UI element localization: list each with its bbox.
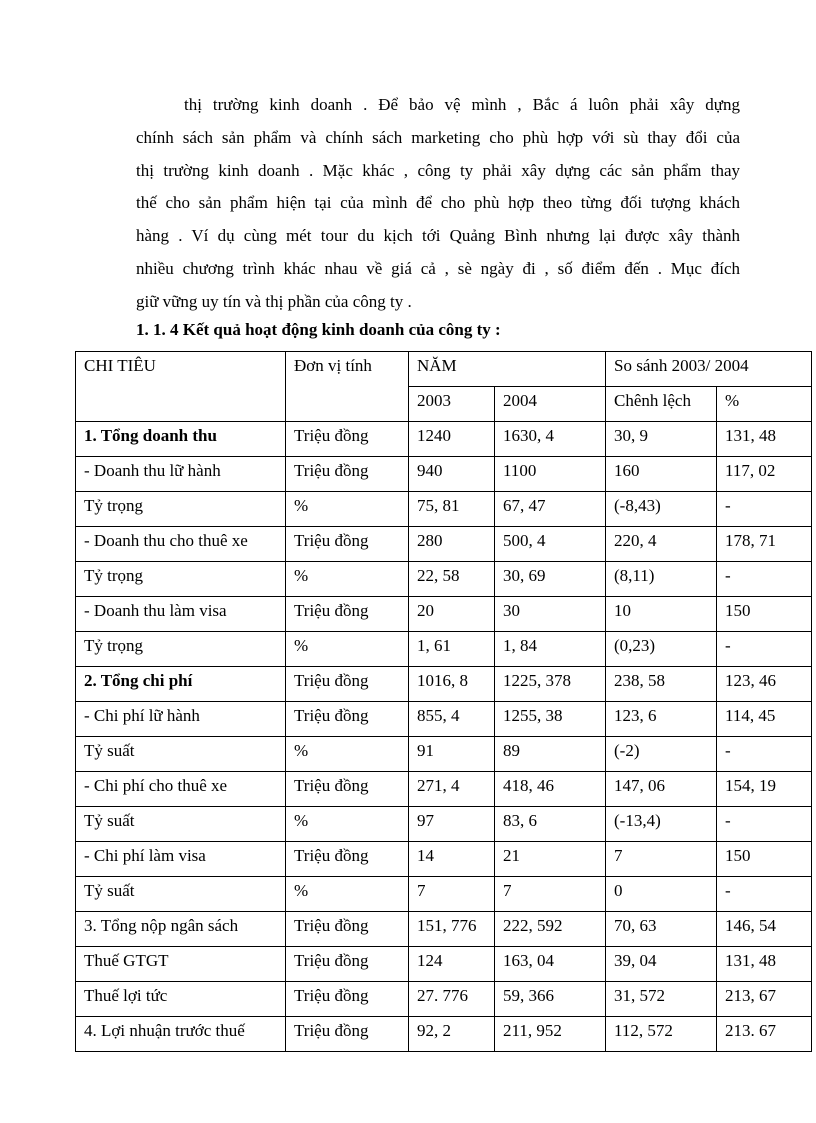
table-row	[76, 457, 812, 492]
row-unit: Triệu đồng	[286, 1017, 409, 1052]
row-diff: (-13,4)	[606, 807, 717, 842]
table-header-row	[76, 352, 812, 387]
section-heading: 1. 1. 4 Kết quả hoạt động kinh doanh của công ty :	[136, 320, 501, 339]
row-diff: 123, 6	[606, 702, 717, 737]
row-percent: -	[717, 807, 812, 842]
row-2003: 151, 776	[409, 912, 495, 947]
row-2004: 83, 6	[495, 807, 606, 842]
row-percent: -	[717, 492, 812, 527]
row-label: - Chi phí làm visa	[76, 842, 286, 877]
row-2003: 7	[409, 877, 495, 912]
row-2003: 92, 2	[409, 1017, 495, 1052]
paragraph-line: thị trường kinh doanh . Mặc khác , công ty phải xây dựng các sản phẩm thay	[136, 160, 740, 180]
row-diff: (8,11)	[606, 562, 717, 597]
row-unit: %	[286, 877, 409, 912]
row-unit: Triệu đồng	[286, 422, 409, 457]
row-diff: 70, 63	[606, 912, 717, 947]
row-percent: 213, 67	[717, 982, 812, 1017]
row-diff: 160	[606, 457, 717, 492]
row-label: Tỷ trọng	[76, 492, 286, 527]
header-2004: 2004	[495, 387, 606, 422]
row-percent: 131, 48	[717, 947, 812, 982]
row-2003: 75, 81	[409, 492, 495, 527]
row-label: Tỷ suất	[76, 807, 286, 842]
table-row	[76, 947, 812, 982]
row-2003: 940	[409, 457, 495, 492]
row-unit: Triệu đồng	[286, 842, 409, 877]
row-unit: Triệu đồng	[286, 667, 409, 702]
row-2003: 1016, 8	[409, 667, 495, 702]
row-diff: 10	[606, 597, 717, 632]
table-row	[76, 702, 812, 737]
row-percent: 114, 45	[717, 702, 812, 737]
row-diff: (-8,43)	[606, 492, 717, 527]
row-label: Tỷ suất	[76, 737, 286, 772]
row-diff: 39, 04	[606, 947, 717, 982]
row-label: 2. Tổng chi phí	[76, 667, 286, 702]
row-2003: 97	[409, 807, 495, 842]
table-row	[76, 632, 812, 667]
row-label: 4. Lợi nhuận trước thuế	[76, 1017, 286, 1052]
row-diff: (0,23)	[606, 632, 717, 667]
table-row	[76, 877, 812, 912]
row-2004: 1255, 38	[495, 702, 606, 737]
body-paragraph	[136, 89, 740, 319]
row-diff: 147, 06	[606, 772, 717, 807]
row-2004: 59, 366	[495, 982, 606, 1017]
table-row	[76, 807, 812, 842]
paragraph-line: thị trường kinh doanh . Để bảo vệ mình , Bắc á luôn phải xây dựng	[184, 95, 740, 114]
row-2004: 30, 69	[495, 562, 606, 597]
paragraph-line: giữ vững uy tín và thị phần của công ty .	[136, 291, 412, 311]
row-unit: Triệu đồng	[286, 772, 409, 807]
table-row	[76, 492, 812, 527]
row-percent: 117, 02	[717, 457, 812, 492]
row-label: 3. Tổng nộp ngân sách	[76, 912, 286, 947]
row-unit: %	[286, 562, 409, 597]
row-percent: 154, 19	[717, 772, 812, 807]
row-percent: 123, 46	[717, 667, 812, 702]
table-row	[76, 912, 812, 947]
row-diff: 31, 572	[606, 982, 717, 1017]
row-2003: 22, 58	[409, 562, 495, 597]
row-label: - Chi phí lữ hành	[76, 702, 286, 737]
row-label: - Doanh thu cho thuê xe	[76, 527, 286, 562]
header-chi-tieu: CHI TIÊU	[76, 352, 286, 422]
row-2003: 124	[409, 947, 495, 982]
row-2003: 14	[409, 842, 495, 877]
row-unit: %	[286, 807, 409, 842]
row-diff: 0	[606, 877, 717, 912]
row-2004: 222, 592	[495, 912, 606, 947]
row-2004: 1225, 378	[495, 667, 606, 702]
header-don-vi: Đơn vị tính	[286, 352, 409, 422]
row-label: 1. Tổng doanh thu	[76, 422, 286, 457]
row-2003: 20	[409, 597, 495, 632]
row-diff: 238, 58	[606, 667, 717, 702]
row-2003: 271, 4	[409, 772, 495, 807]
row-2003: 1, 61	[409, 632, 495, 667]
row-percent: -	[717, 737, 812, 772]
row-2004: 67, 47	[495, 492, 606, 527]
row-2004: 500, 4	[495, 527, 606, 562]
row-2003: 1240	[409, 422, 495, 457]
row-2003: 280	[409, 527, 495, 562]
row-unit: Triệu đồng	[286, 982, 409, 1017]
table-row	[76, 982, 812, 1017]
row-percent: 150	[717, 842, 812, 877]
row-diff: 7	[606, 842, 717, 877]
row-2003: 91	[409, 737, 495, 772]
row-diff: 112, 572	[606, 1017, 717, 1052]
header-chenh-lech: Chênh lệch	[606, 387, 717, 422]
row-percent: 150	[717, 597, 812, 632]
row-unit: %	[286, 632, 409, 667]
row-2004: 211, 952	[495, 1017, 606, 1052]
paragraph-line: hàng . Ví dụ cùng mét tour du kịch tới Quảng Bình nhưng lại được xây thành	[136, 226, 740, 246]
row-2003: 855, 4	[409, 702, 495, 737]
row-label: Tỷ trọng	[76, 562, 286, 597]
row-percent: -	[717, 877, 812, 912]
row-label: Tỷ trọng	[76, 632, 286, 667]
table-row	[76, 772, 812, 807]
row-diff: 220, 4	[606, 527, 717, 562]
paragraph-line: nhiều chương trình khác nhau về giá cả , sè ngày đi , số điểm đến . Mục đích	[136, 258, 740, 278]
table-row	[76, 667, 812, 702]
header-percent: %	[717, 387, 812, 422]
header-so-sanh: So sánh 2003/ 2004	[606, 352, 812, 387]
row-unit: Triệu đồng	[286, 702, 409, 737]
table-row	[76, 842, 812, 877]
paragraph-line: thế cho sản phẩm hiện tại của mình để cho phù hợp theo từng đối tượng khách	[136, 193, 740, 213]
row-2004: 1, 84	[495, 632, 606, 667]
row-label: Thuế GTGT	[76, 947, 286, 982]
row-unit: %	[286, 737, 409, 772]
row-percent: 131, 48	[717, 422, 812, 457]
row-2004: 21	[495, 842, 606, 877]
row-2004: 1100	[495, 457, 606, 492]
row-2003: 27. 776	[409, 982, 495, 1017]
header-2003: 2003	[409, 387, 495, 422]
row-unit: Triệu đồng	[286, 597, 409, 632]
row-2004: 7	[495, 877, 606, 912]
row-2004: 89	[495, 737, 606, 772]
header-nam: NĂM	[409, 352, 606, 387]
row-2004: 163, 04	[495, 947, 606, 982]
table-row	[76, 1017, 812, 1052]
row-unit: Triệu đồng	[286, 457, 409, 492]
table-row	[76, 737, 812, 772]
row-percent: -	[717, 632, 812, 667]
row-2004: 1630, 4	[495, 422, 606, 457]
table-row	[76, 422, 812, 457]
row-percent: -	[717, 562, 812, 597]
table-row	[76, 597, 812, 632]
row-unit: Triệu đồng	[286, 947, 409, 982]
row-2004: 418, 46	[495, 772, 606, 807]
paragraph-line: chính sách sản phẩm và chính sách marketing cho phù hợp với sù thay đổi của	[136, 127, 740, 147]
row-label: Thuế lợi tức	[76, 982, 286, 1017]
table-row	[76, 527, 812, 562]
row-2004: 30	[495, 597, 606, 632]
row-percent: 213. 67	[717, 1017, 812, 1052]
row-unit: %	[286, 492, 409, 527]
table-row	[76, 562, 812, 597]
row-label: - Chi phí cho thuê xe	[76, 772, 286, 807]
row-unit: Triệu đồng	[286, 527, 409, 562]
row-label: - Doanh thu làm visa	[76, 597, 286, 632]
row-percent: 146, 54	[717, 912, 812, 947]
row-diff: 30, 9	[606, 422, 717, 457]
row-label: Tỷ suất	[76, 877, 286, 912]
business-results-table	[75, 351, 812, 1052]
row-percent: 178, 71	[717, 527, 812, 562]
row-unit: Triệu đồng	[286, 912, 409, 947]
row-label: - Doanh thu lữ hành	[76, 457, 286, 492]
row-diff: (-2)	[606, 737, 717, 772]
